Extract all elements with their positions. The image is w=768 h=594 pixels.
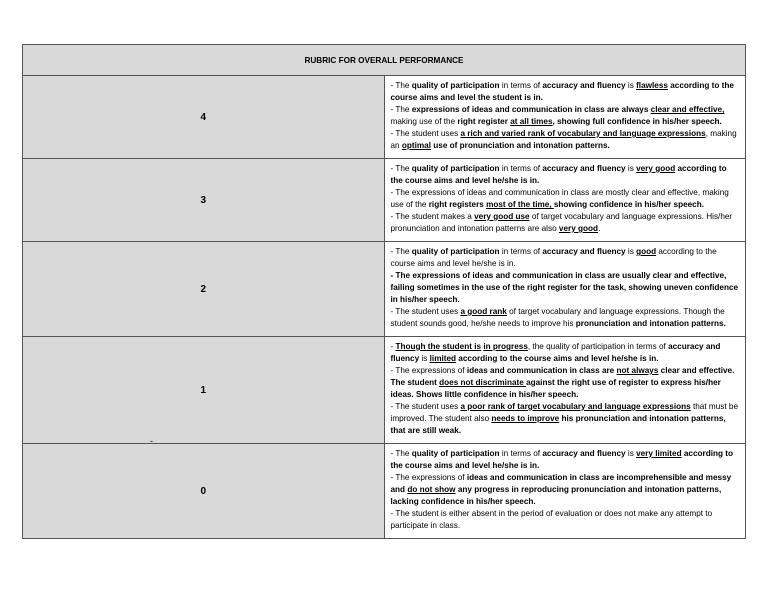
descriptor-text: use of pronunciation and intonation patterns. <box>431 141 610 150</box>
descriptor-line <box>391 341 742 365</box>
descriptor-text: . The student also <box>424 414 492 423</box>
descriptor-line <box>391 104 742 128</box>
descriptor-text: - The student uses <box>390 402 461 411</box>
descriptor-text: Though the student is <box>395 342 482 351</box>
descriptor-text: . <box>678 307 684 316</box>
descriptor-text: his pronunciation and intonation patterns, that are still weak. <box>390 414 726 435</box>
descriptor-text: accuracy and fluency <box>542 164 626 173</box>
descriptor-text: - The student uses <box>390 307 461 316</box>
score-cell: 4 <box>23 76 385 159</box>
descriptor-text: . His/her <box>701 212 733 221</box>
descriptor-text: good <box>636 247 657 256</box>
descriptor-text: - The <box>390 105 412 114</box>
descriptor-text: of target vocabulary and language expressions <box>506 307 679 316</box>
descriptor-cell <box>384 444 746 539</box>
descriptor-text: , showing full confidence in his/her speech. <box>552 117 722 126</box>
descriptor-text: in terms of <box>499 247 543 256</box>
descriptor-text: in terms of <box>499 81 543 90</box>
descriptor-text: a rich and varied rank of vocabulary and language expressions <box>460 129 706 138</box>
descriptor-text: at all times <box>510 117 553 126</box>
descriptor-text: - The student is either absent in the period of evaluation or does not make any attempt to participate in class. <box>390 509 713 530</box>
descriptor-text: - The expressions of <box>390 473 467 482</box>
descriptor-line <box>391 401 742 437</box>
descriptor-text: according to the course aims and level he/she is in. <box>390 164 727 185</box>
score-cell: 3 <box>23 159 385 242</box>
descriptor-text: , making an <box>390 129 737 150</box>
descriptor-text: - The expressions of <box>390 366 467 375</box>
descriptor-text: , he/she needs to improve his <box>466 319 576 328</box>
descriptor-text: - The expressions of ideas and communication in class are usually clear and effective, failing sometimes in the use of the right register for the task, showing uneven confidence in his/her speech. <box>390 271 739 304</box>
descriptor-text: limited <box>429 354 457 363</box>
rubric-rows <box>23 76 746 539</box>
descriptor-text: any progress in reproducing pronunciation and intonation patterns, lacking confidence in his/her speech. <box>390 485 722 506</box>
descriptor-text: showing confidence in his/her speech. <box>553 200 705 209</box>
descriptor-text: in terms of <box>499 164 543 173</box>
descriptor-text: according to the course aims and level he/she is in. <box>390 449 733 470</box>
descriptor-text: - The <box>390 164 412 173</box>
descriptor-text: accuracy and fluency <box>542 449 626 458</box>
descriptor-line <box>391 306 742 330</box>
stray-dash-mark: - <box>150 436 153 446</box>
descriptor-text: ideas and communication in class are mostly clear and effective <box>466 188 698 197</box>
descriptor-text: very limited <box>636 449 682 458</box>
descriptor-line <box>391 472 742 508</box>
descriptor-line <box>391 448 742 472</box>
descriptor-text: quality of participation <box>411 81 500 90</box>
descriptor-line <box>391 80 742 104</box>
descriptor-text: is <box>625 449 637 458</box>
descriptor-text: - The student uses <box>390 129 461 138</box>
descriptor-text: very good <box>636 164 676 173</box>
descriptor-text: quality of participation <box>411 247 500 256</box>
descriptor-text: is <box>625 247 637 256</box>
descriptor-text: right register <box>457 117 511 126</box>
descriptor-text: according to the course aims and level the student is in. <box>390 81 734 102</box>
descriptor-cell <box>384 337 746 444</box>
descriptor-line <box>391 270 742 306</box>
rubric-title: RUBRIC FOR OVERALL PERFORMANCE <box>23 45 746 76</box>
descriptor-text: most of the time, <box>486 200 554 209</box>
rubric-table <box>22 44 746 539</box>
descriptor-text: of target vocabulary and language expressions <box>529 212 702 221</box>
descriptor-text: does not discriminate <box>439 378 527 387</box>
score-cell: 2 <box>23 242 385 337</box>
score-cell: 1 <box>23 337 385 444</box>
descriptor-text: ideas and communication in class are incomprehensible and messy and <box>390 473 732 494</box>
descriptor-text: accuracy and fluency <box>390 342 721 363</box>
descriptor-text: accuracy and fluency <box>542 81 626 90</box>
descriptor-line <box>391 187 742 211</box>
descriptor-text: - The <box>390 449 412 458</box>
descriptor-text: optimal <box>401 141 432 150</box>
descriptor-line <box>391 211 742 235</box>
descriptor-text: expressions of ideas and communication in class are always <box>411 105 651 114</box>
score-cell: 0 <box>23 444 385 539</box>
descriptor-text: is <box>625 164 637 173</box>
descriptor-line <box>391 246 742 270</box>
descriptor-text: - The <box>390 247 412 256</box>
descriptor-cell <box>384 159 746 242</box>
descriptor-text: - The expressions of <box>390 188 467 197</box>
descriptor-text: , the quality of participation in terms of <box>527 342 669 351</box>
descriptor-text: ideas and communication in class are <box>466 366 617 375</box>
descriptor-text: in progress <box>483 342 528 351</box>
rubric-row-score-2 <box>23 242 746 337</box>
descriptor-text: is <box>419 354 430 363</box>
rubric-row-score-3 <box>23 159 746 242</box>
descriptor-text: according to the course aims and level he/she is in. <box>390 247 717 268</box>
descriptor-text: is <box>625 81 637 90</box>
descriptor-text: right registers <box>428 200 487 209</box>
descriptor-text: against the right use of register to express his/her ideas. Shows little confidence in his/her speech. <box>390 378 721 399</box>
rubric-row-score-1 <box>23 337 746 444</box>
descriptor-text: in terms of <box>499 449 543 458</box>
descriptor-text: - <box>390 342 396 351</box>
descriptor-text: pronunciation and intonation patterns. <box>575 319 726 328</box>
descriptor-text: very good <box>558 224 599 233</box>
descriptor-text: not always <box>616 366 659 375</box>
descriptor-text: very good use <box>474 212 530 221</box>
descriptor-text: - The student makes a <box>390 212 475 221</box>
descriptor-text: flawless <box>636 81 668 90</box>
rubric-row-score-4 <box>23 76 746 159</box>
descriptor-text: pronunciation and intonation patterns are also <box>390 224 559 233</box>
descriptor-text: accuracy and fluency <box>542 247 626 256</box>
descriptor-text: quality of participation <box>411 449 500 458</box>
descriptor-text: that must be improved <box>390 402 739 423</box>
descriptor-text: a poor rank of target vocabulary and language expressions <box>460 402 691 411</box>
descriptor-text: Though the student sounds good <box>390 307 725 328</box>
descriptor-text: . <box>598 224 601 233</box>
descriptor-cell <box>384 242 746 337</box>
descriptor-text: clear and effective, <box>650 105 725 114</box>
descriptor-line <box>391 508 742 532</box>
descriptor-text: a good rank <box>460 307 507 316</box>
rubric-row-score-0 <box>23 444 746 539</box>
rubric-header-row <box>23 45 746 76</box>
descriptor-text: clear and effective. The student <box>390 366 735 387</box>
descriptor-text: , making use of the <box>390 188 729 209</box>
descriptor-line <box>391 365 742 401</box>
descriptor-text: do not show <box>407 485 456 494</box>
descriptor-text: needs to improve <box>491 414 560 423</box>
descriptor-text: - The <box>390 81 412 90</box>
descriptor-line <box>391 128 742 152</box>
descriptor-cell <box>384 76 746 159</box>
descriptor-line <box>391 163 742 187</box>
descriptor-text: quality of participation <box>411 164 500 173</box>
descriptor-text: making use of the <box>390 117 458 126</box>
descriptor-text: according to the course aims and level he/she is in. <box>456 354 659 363</box>
